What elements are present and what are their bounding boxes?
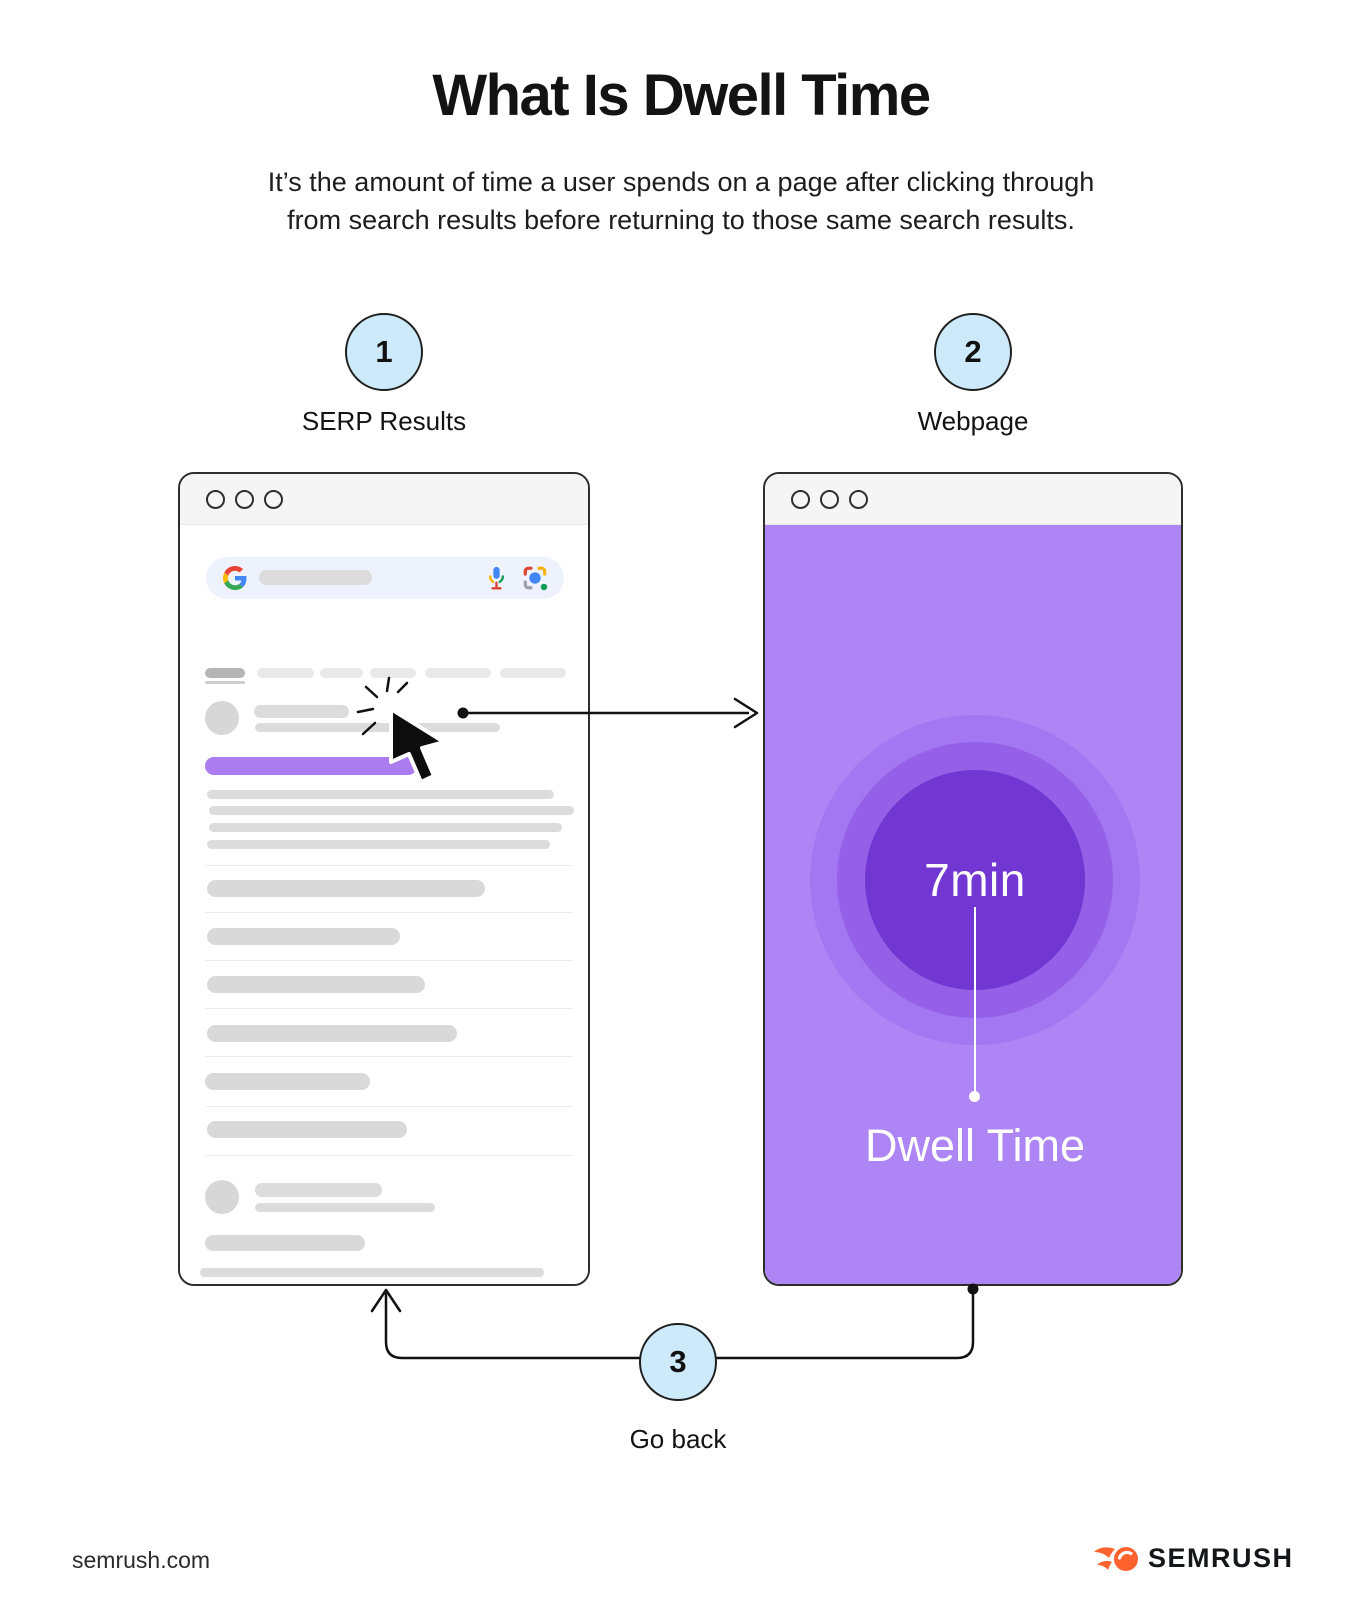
dwell-pointer-line	[974, 907, 976, 1095]
placeholder-bar	[207, 790, 554, 799]
placeholder-bar	[209, 823, 562, 832]
semrush-flame-icon	[1094, 1545, 1140, 1573]
serp-page-body	[180, 525, 588, 1286]
step-badge-3: 3	[639, 1323, 717, 1401]
subtitle-line-1: It’s the amount of time a user spends on a page after clicking through	[267, 167, 1095, 197]
result-placeholder	[207, 1025, 457, 1042]
serp-browser-window	[178, 472, 590, 1286]
placeholder-bar	[254, 705, 349, 718]
placeholder-bar	[255, 723, 500, 732]
window-dot-icon	[206, 490, 225, 509]
dwell-pointer-dot	[969, 1091, 980, 1102]
semrush-wordmark: SEMRUSH	[1148, 1543, 1294, 1573]
webpage-body	[765, 525, 1181, 1286]
result-favicon-placeholder	[205, 701, 239, 735]
result-placeholder	[205, 1235, 365, 1251]
serp-tab[interactable]	[257, 668, 314, 678]
subtitle-line-2: from search results before returning to those same search results.	[287, 205, 1075, 236]
step-label-webpage: Webpage	[917, 406, 1029, 436]
footer-site-url: semrush.com	[72, 1547, 211, 1573]
result-placeholder	[207, 1121, 407, 1138]
dwell-time-label: Dwell Time	[864, 1120, 1086, 1171]
result-favicon-placeholder	[205, 1180, 239, 1214]
serp-tab-active[interactable]	[205, 668, 245, 678]
google-g-icon	[223, 566, 247, 590]
result-placeholder	[207, 880, 485, 897]
placeholder-bar	[209, 806, 574, 815]
placeholder-bar	[255, 1203, 435, 1212]
result-placeholder	[207, 976, 425, 993]
webpage-browser-window	[763, 472, 1183, 1286]
page-subtitle	[131, 163, 1231, 240]
divider	[205, 1155, 573, 1156]
serp-tab-underline	[205, 681, 245, 684]
serp-tab[interactable]	[500, 668, 566, 678]
placeholder-bar	[200, 1268, 544, 1277]
window-dot-icon	[849, 490, 868, 509]
step-label-serp-results: SERP Results	[301, 406, 467, 436]
divider	[205, 1106, 573, 1107]
divider	[205, 1056, 573, 1057]
placeholder-bar	[255, 1183, 382, 1197]
serp-tab[interactable]	[320, 668, 363, 678]
result-placeholder	[205, 1073, 370, 1090]
semrush-logo	[1094, 1543, 1294, 1574]
step-badge-2: 2	[934, 313, 1012, 391]
divider	[205, 912, 573, 913]
serp-window-titlebar	[180, 474, 588, 525]
window-dot-icon	[235, 490, 254, 509]
microphone-icon[interactable]	[487, 565, 506, 591]
divider	[205, 960, 573, 961]
step-label-go-back: Go back	[629, 1424, 727, 1454]
serp-tab[interactable]	[370, 668, 416, 678]
divider	[205, 865, 573, 866]
dwell-time-value: 7min	[924, 854, 1026, 906]
placeholder-bar	[207, 840, 550, 849]
clicked-result-link[interactable]	[205, 757, 417, 775]
result-placeholder	[207, 928, 400, 945]
google-lens-icon[interactable]	[522, 565, 548, 591]
divider	[205, 1008, 573, 1009]
page-title: What Is Dwell Time	[432, 63, 930, 128]
search-query-placeholder-bar	[259, 570, 372, 585]
search-input[interactable]	[206, 557, 564, 599]
window-dot-icon	[791, 490, 810, 509]
window-dot-icon	[264, 490, 283, 509]
step-badge-1: 1	[345, 313, 423, 391]
serp-tab[interactable]	[425, 668, 491, 678]
placeholder-bar	[202, 1285, 569, 1286]
webpage-window-titlebar	[765, 474, 1181, 525]
window-dot-icon	[820, 490, 839, 509]
